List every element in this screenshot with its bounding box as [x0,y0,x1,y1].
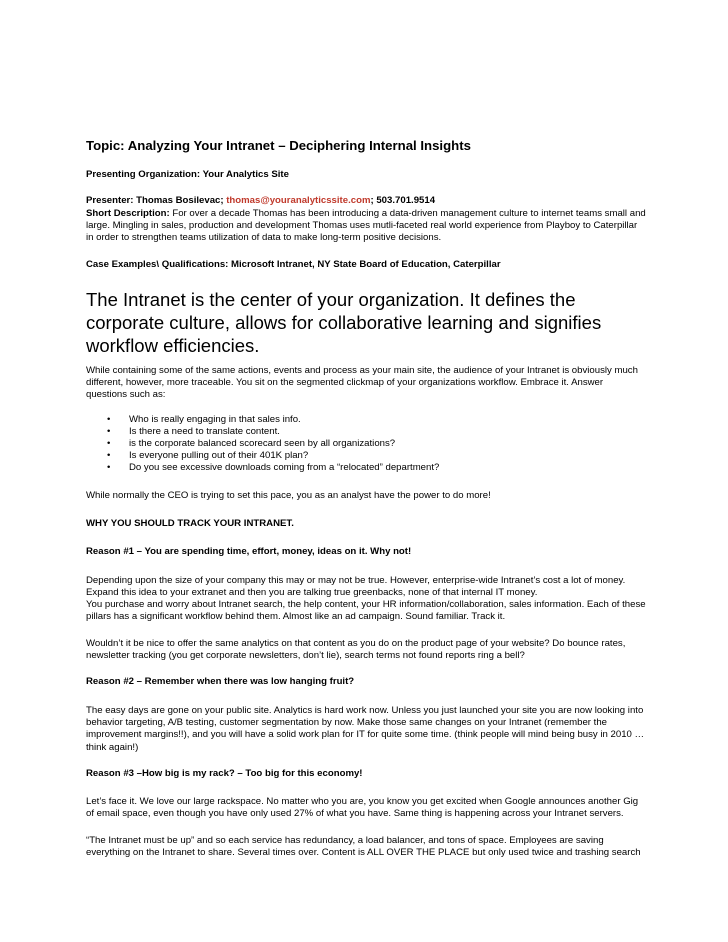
reason-2-heading: Reason #2 – Remember when there was low hanging fruit? [86,676,355,688]
why-heading: WHY YOU SHOULD TRACK YOUR INTRANET. [86,517,294,529]
list-item: • Is everyone pulling out of their 401K plan? [86,450,646,462]
presenter-email-link[interactable]: thomas@youranalyticssite.com [226,195,371,207]
intro-paragraph: While containing some of the same actions, events and process as your main site, the audience of your Intranet is obviously much different, however, more traceable. You sit on the segmented clickmap of your organizations workflow. Embrace it. Answer questions such as: [86,364,638,401]
reason-3-paragraph-1: Let’s face it. We love our large rackspace. No matter who you are, you know you get excited when Google announces another Gig of email space, even though you have only used 27% of what you have. Same thing is happening across your Intranet servers. [86,796,639,820]
presenting-organization: Presenting Organization: Your Analytics Site [86,169,289,180]
short-description-text: For over a decade Thomas has been introducing a data-driven management culture to internet teams small and large. Mingling in sales, production and development Thomas uses mutli-faceted real world experience from Playboy to Caterpillar in order to strengthen teams utilization of data to make long-term positive decisions. [86,207,646,244]
presenter-line [86,195,646,207]
main-headline: The Intranet is the center of your organization. It defines the corporate culture, allows for collaborative learning and signifies workflow efficiencies. [86,288,602,356]
short-description [86,208,646,245]
reason-3-heading: Reason #3 –How big is my rack? – Too big for this economy! [86,767,363,779]
list-item: • Is there a need to translate content. [86,426,646,438]
question-list [86,414,646,475]
ceo-paragraph: While normally the CEO is trying to set this pace, you as an analyst have the power to do more! [86,489,491,501]
short-description-label: Short Description: [86,207,170,219]
presenter-label: Presenter: Thomas Bosilevac; [86,195,227,207]
list-item: • Do you see excessive downloads coming from a “relocated” department? [86,462,646,474]
reason-2-paragraph: The easy days are gone on your public site. Analytics is hard work now. Unless you just launched your site you are now looking into behavior targeting, A/B testing, customer segmentation by now. Make those same changes on your Intranet (remember the improvement margins!!), and you will have a solid work plan for IT for quite some time. (think people will mind being busy in 2010 … think again!) [86,704,645,753]
presenter-phone: ; 503.701.9514 [370,195,436,207]
case-examples: Case Examples\ Qualifications: Microsoft Intranet, NY State Board of Education, Caterpillar [86,259,501,271]
topic-heading: Topic: Analyzing Your Intranet – Deciphering Internal Insights [86,138,471,153]
document-page [86,138,646,859]
list-item: • Who is really engaging in that sales info. [86,414,646,426]
reason-1-paragraph-1: Depending upon the size of your company this may or may not be true. However, enterprise-wide Intranet’s cost a lot of money. Expand this idea to your extranet and then you are talking true greenbacks, none of that internal IT money. [86,574,626,598]
reason-1-paragraph-3: Wouldn’t it be nice to offer the same analytics on that content as you do on the product page of your website? Do bounce rates, newsletter tracking (you get corporate newsletters, don’t lie), search terms not found reports ring a bell? [86,637,626,662]
reason-1-heading: Reason #1 – You are spending time, effort, money, ideas on it. Why not! [86,546,412,558]
reason-3-paragraph-2: “The Intranet must be up” and so each service has redundancy, a load balancer, and tons of space. Employees are saving everything on the Intranet to share. Several times over. Content is ALL OVER THE PLACE but only used twice and trashing search [86,834,641,859]
list-item: • is the corporate balanced scorecard seen by all organizations? [86,438,646,450]
reason-1-paragraph-2: You purchase and worry about Intranet search, the help content, your HR information/collaboration, sales information. Each of these pillars has a significant workflow behind them. Almost like an ad campaign. Sound familiar. Track it. [86,599,646,623]
